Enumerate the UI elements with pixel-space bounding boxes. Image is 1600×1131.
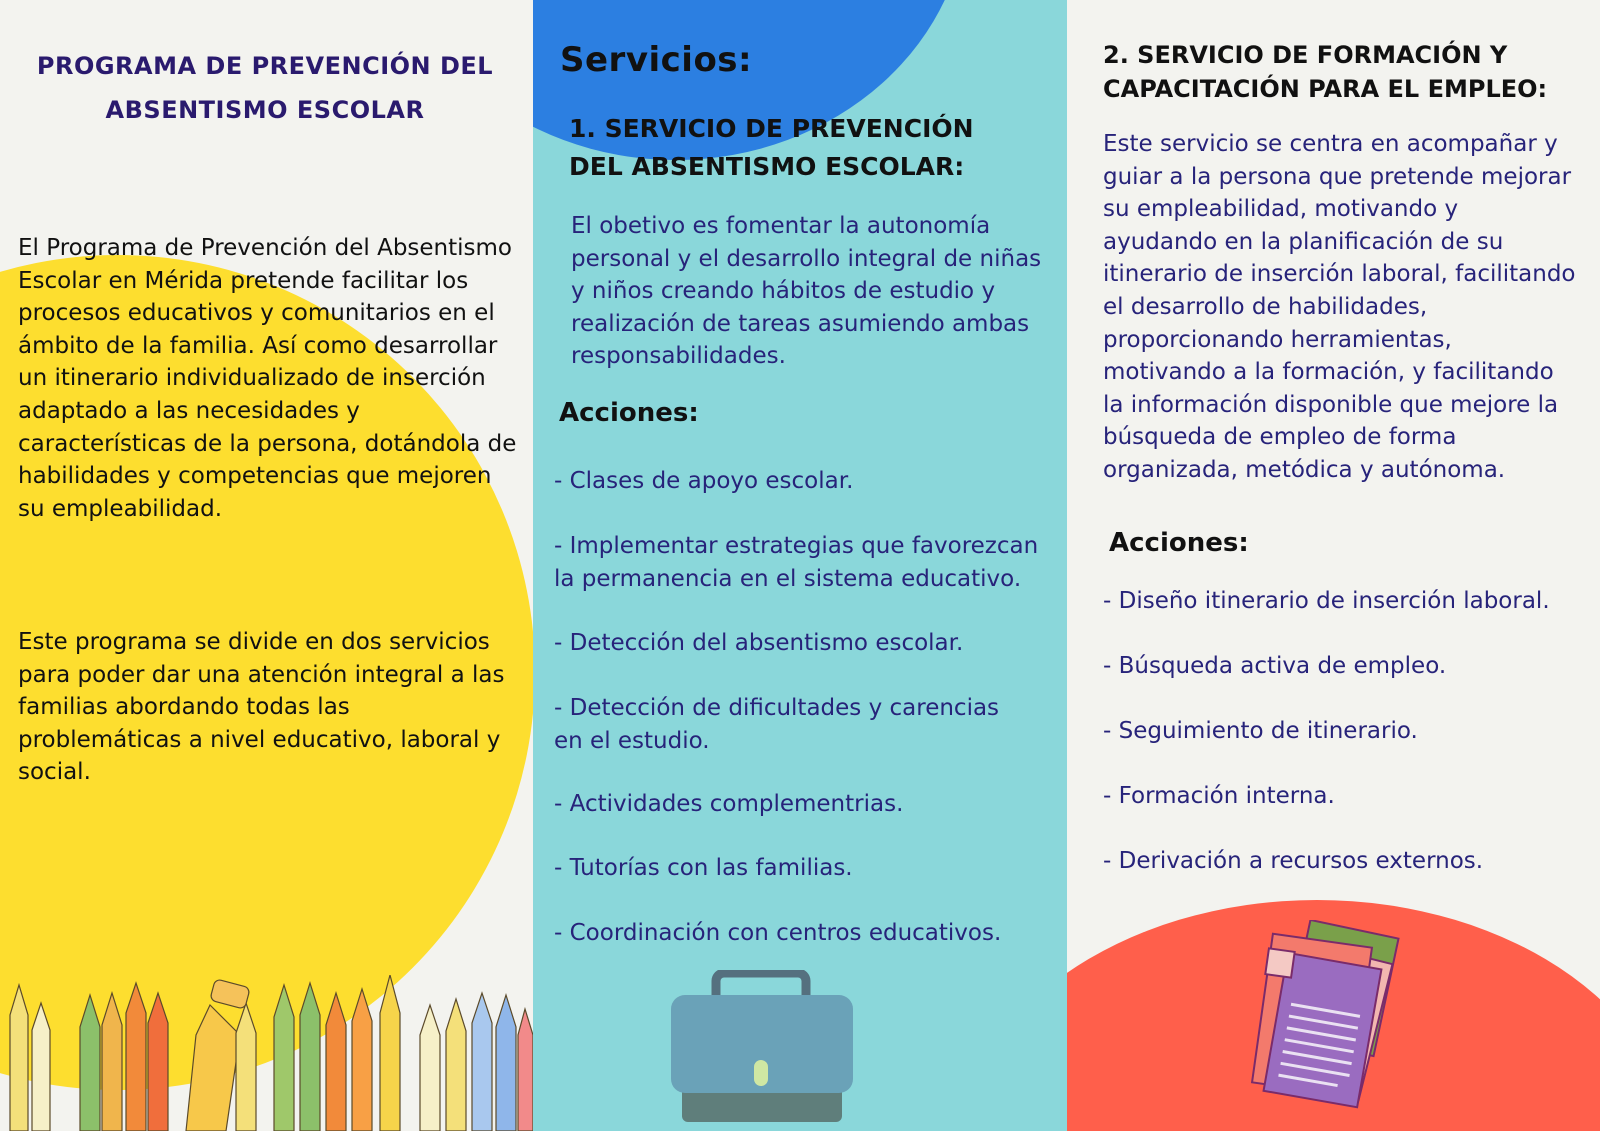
list-item: - Búsqueda activa de empleo. <box>1103 653 1447 679</box>
program-title <box>20 44 510 132</box>
left-panel <box>0 0 533 1131</box>
colored-pencils-icon <box>0 975 533 1131</box>
program-division-paragraph: Este programa se divide en dos servicios para poder dar una atención integral a las familias abordando todas las problemáticas a nivel educativo, laboral y social. <box>18 629 505 786</box>
middle-panel <box>533 0 1067 1131</box>
list-item: - Diseño itinerario de inserción laboral. <box>1103 588 1550 614</box>
list-item: - Coordinación con centros educativos. <box>554 920 1002 946</box>
service1-description: El obetivo es fomentar la autonomía personal y el desarrollo integral de niñas y niños creando hábitos de estudio y realización de tareas asumiendo ambas responsabilidades. <box>571 213 1042 370</box>
service1-title-line1: 1. SERVICIO DE PREVENCIÓN <box>569 114 974 143</box>
service1-title <box>569 110 999 186</box>
resume-documents-icon <box>1237 920 1427 1120</box>
service2-title <box>1103 38 1573 106</box>
service2-description: Este servicio se centra en acompañar y guiar a la persona que pretende mejorar su empleabilidad, motivando y ayudando en la planificación de su itinerario de inserción laboral, facilitando el desarrollo de habilidades, proporcionando herramientas, motivando a la formación, y facilitando la información disponible que mejore la búsqueda de empleo de forma organizada, metódica y autónoma. <box>1103 131 1576 483</box>
service2-title-line1: 2. SERVICIO DE FORMACIÓN Y <box>1103 41 1508 69</box>
services-heading: Servicios: <box>560 40 753 80</box>
list-item: - Detección del absentismo escolar. <box>554 630 964 656</box>
briefcase-icon <box>666 970 866 1125</box>
program-title-line2: ABSENTISMO ESCOLAR <box>105 96 425 124</box>
service2-actions-heading: Acciones: <box>1109 528 1249 558</box>
service1-actions-heading: Acciones: <box>559 398 699 428</box>
list-item: - Tutorías con las familias. <box>554 855 853 881</box>
list-item: - Seguimiento de itinerario. <box>1103 718 1418 744</box>
list-item: - Detección de dificultades y carencias en el estudio. <box>554 695 1000 754</box>
service1-title-line2: DEL ABSENTISMO ESCOLAR: <box>569 152 965 181</box>
service2-title-line2: CAPACITACIÓN PARA EL EMPLEO: <box>1103 75 1548 103</box>
program-title-line1: PROGRAMA DE PREVENCIÓN DEL <box>36 52 494 80</box>
list-item: - Formación interna. <box>1103 783 1335 809</box>
right-panel <box>1067 0 1600 1131</box>
list-item: - Actividades complementrias. <box>554 791 904 817</box>
list-item: - Clases de apoyo escolar. <box>554 468 854 494</box>
list-item: - Implementar estrategias que favorezcan la permanencia en el sistema educativo. <box>554 533 1039 592</box>
program-intro-paragraph: El Programa de Prevención del Absentismo Escolar en Mérida pretende facilitar los procesos educativos y comunitarios en el ámbito de la familia. Así como desarrollar un itinerario individualizado de inserción adaptado a las necesidades y características de la persona, dotándola de habilidades y competencias que mejoren su empleabilidad. <box>18 235 517 522</box>
list-item: - Derivación a recursos externos. <box>1103 848 1484 874</box>
